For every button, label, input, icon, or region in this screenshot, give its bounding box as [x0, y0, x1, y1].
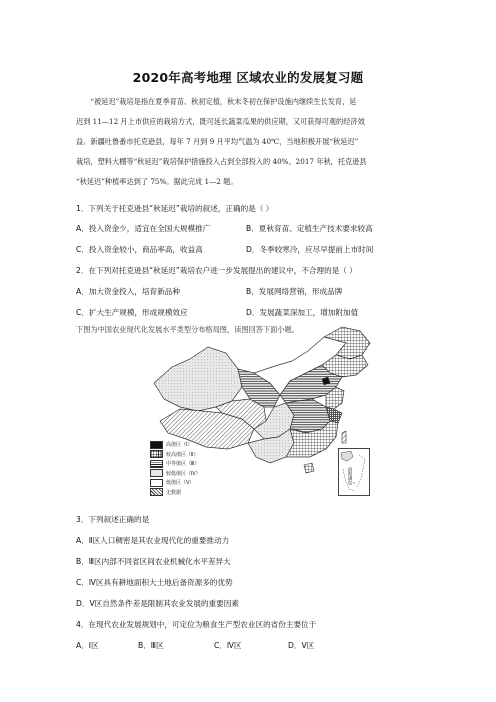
question-1-stem: 1．下列关于托克逊县“秋延迟”栽培的叙述，正确的是（ ）	[76, 204, 274, 213]
intro-line: 迟到 11—12 月上市供应的栽培方式，既可延长蔬菜瓜果的供应期，又可获得可观的经济效	[76, 117, 365, 126]
question-3-option-d: D．Ⅴ区自然条件差是限制其农业发展的重要因素	[76, 599, 239, 608]
question-4-stem: 4．在现代农业发展规划中，可定位为粮食生产型农业区的省份主要位于	[76, 620, 317, 629]
question-3-option-c: C．Ⅳ区具有耕地面积大土地后备资源多的优势	[76, 578, 233, 587]
inset-graphic	[339, 449, 369, 495]
legend-swatch-blank	[150, 479, 163, 487]
legend-row	[150, 478, 220, 488]
legend-row	[150, 450, 220, 460]
region-xinjiang	[154, 347, 242, 411]
question-3-option-b: B．Ⅲ区内部不同省区间农业机械化水平差异大	[76, 557, 231, 566]
legend-label: 高值区（Ⅰ）	[166, 442, 193, 449]
legend-swatch-diag	[150, 488, 163, 496]
map-legend	[150, 440, 220, 497]
inset-label: 南海诸岛	[347, 467, 352, 485]
legend-label: 较高值区（Ⅱ）	[166, 451, 199, 458]
legend-swatch-light	[150, 469, 163, 477]
legend-label: 中等值区（Ⅲ）	[166, 461, 200, 468]
legend-row	[150, 440, 220, 450]
question-1-option-c: C．投入资金较小，商品率高，收益高	[76, 245, 203, 254]
intro-line: “被延迟”栽培是指在夏季育苗、秋初定植，秋末冬初在保护设施内继续生长发育，延	[90, 97, 357, 106]
question-2-option-b: B．发展网络营销，形成品牌	[246, 287, 343, 296]
intro-line: “秋延迟”种植率达到了 75%。据此完成 1—2 题。	[76, 177, 238, 186]
question-4-option-b: B．Ⅲ区	[138, 641, 164, 650]
legend-swatch-hlines	[150, 460, 163, 468]
question-2-option-d: D．发展蔬菜深加工，增加附加值	[246, 308, 359, 317]
intro-paragraph	[76, 92, 422, 192]
question-2-option-a: A．加大资金投入，培育新品种	[76, 287, 180, 296]
legend-swatch-high	[150, 441, 163, 449]
region-taiwan	[342, 431, 346, 443]
question-1-option-d: D．冬季较寒冷，应尽早提前上市时间	[246, 245, 374, 254]
question-2-option-c: C．扩大生产规模，形成规模效应	[76, 308, 188, 317]
page-title: 2020年高考地理 区域农业的发展复习题	[132, 70, 364, 85]
map-intro: 下图为中国农业现代化发展水平类型分布格局图，读图回答下面小题。	[76, 325, 299, 334]
legend-label: 无数据	[166, 489, 182, 496]
legend-label: 较低值区（Ⅳ）	[166, 470, 201, 477]
question-4-option-c: C．Ⅳ区	[214, 641, 242, 650]
legend-row	[150, 469, 220, 479]
intro-line: 益。新疆吐鲁番市托克逊县，每年 7 月到 9 月平均气温为 40℃，当地积极开展“秋延迟”	[76, 137, 359, 146]
question-1-option-b: B．夏秋育苗、定植生产技术要求较高	[246, 224, 373, 233]
question-3-stem: 3．下列叙述正确的是	[76, 515, 150, 524]
region-hainan	[304, 463, 314, 473]
question-4-option-d: D．Ⅴ区	[288, 641, 315, 650]
south-china-sea-inset	[338, 448, 370, 496]
legend-swatch-grid	[150, 450, 163, 458]
intro-line: 栽培，塑料大棚等“秋延迟”栽培保护措施投入占到全部投入的 40%。2017 年秋，托克逊县	[76, 157, 367, 166]
question-3-option-a: A．Ⅱ区人口稠密是其农业现代化的重要推动力	[76, 536, 230, 545]
question-2-stem: 2．在下列对托克逊县“秋延迟”栽培农户进一步发展提出的建议中，不合理的是（ ）	[76, 266, 357, 275]
legend-row	[150, 459, 220, 469]
legend-label: 低值区（Ⅴ）	[166, 480, 195, 487]
legend-row	[150, 488, 220, 498]
question-4-option-a: A．Ⅰ区	[76, 641, 99, 650]
question-1-option-a: A．投入资金少，适宜在全国大规模推广	[76, 224, 211, 233]
